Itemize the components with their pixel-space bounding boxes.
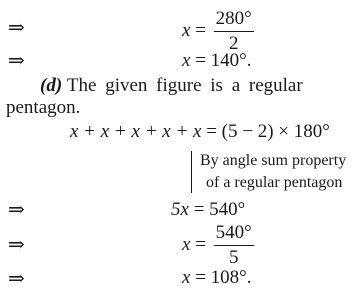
equation-rhs: 108°. (210, 267, 252, 288)
implies-arrow: ⇒ (8, 268, 25, 290)
fraction (214, 8, 254, 55)
fraction (214, 222, 254, 269)
reason-note-line1: By angle sum property (200, 152, 347, 169)
angle-sum-equation (70, 121, 330, 143)
equation-x-equals-140 (182, 50, 252, 72)
fraction-numerator: 540° (214, 222, 254, 246)
equals-sign: = (193, 199, 210, 220)
equals-sign: = (195, 267, 211, 288)
part-d-paragraph-line2: pentagon. (6, 97, 81, 118)
equation-rhs: (5 − 2) × 180° (221, 121, 330, 142)
implies-arrow: ⇒ (8, 199, 25, 221)
equation-lhs: x (182, 50, 191, 71)
equals-sign: = (195, 19, 211, 41)
equals-sign: = (195, 233, 211, 255)
equation-lhs: 5x (171, 199, 189, 220)
implies-arrow: ⇒ (8, 234, 25, 256)
implies-arrow: ⇒ (8, 50, 25, 72)
equation-x-equals-108 (182, 267, 252, 289)
fraction-denominator: 5 (228, 247, 239, 268)
equation-lhs: x (182, 233, 191, 255)
reason-note-line2: of a regular pentagon (206, 174, 343, 191)
part-d-label: (d) (40, 75, 63, 96)
fraction-denominator: 2 (228, 33, 239, 54)
equation-lhs: x (182, 267, 191, 288)
equals-sign: = (195, 50, 211, 71)
fraction-numerator: 280° (214, 8, 254, 32)
equation-x-fraction-280-over-2 (182, 8, 254, 55)
equation-rhs: 540° (209, 199, 246, 220)
part-d-paragraph-line1 (40, 75, 303, 97)
equation-rhs: 140°. (210, 50, 252, 71)
reason-bar (191, 151, 192, 193)
equation-5x-equals-540 (171, 199, 245, 221)
equation-x-fraction-540-over-5 (182, 222, 254, 269)
implies-arrow: ⇒ (8, 17, 25, 39)
equation-lhs: x (182, 19, 191, 41)
equation-lhs: x + x + x + x + x (70, 121, 202, 142)
part-d-text: The given figure is a regular (66, 75, 303, 96)
equals-sign: = (206, 121, 222, 142)
